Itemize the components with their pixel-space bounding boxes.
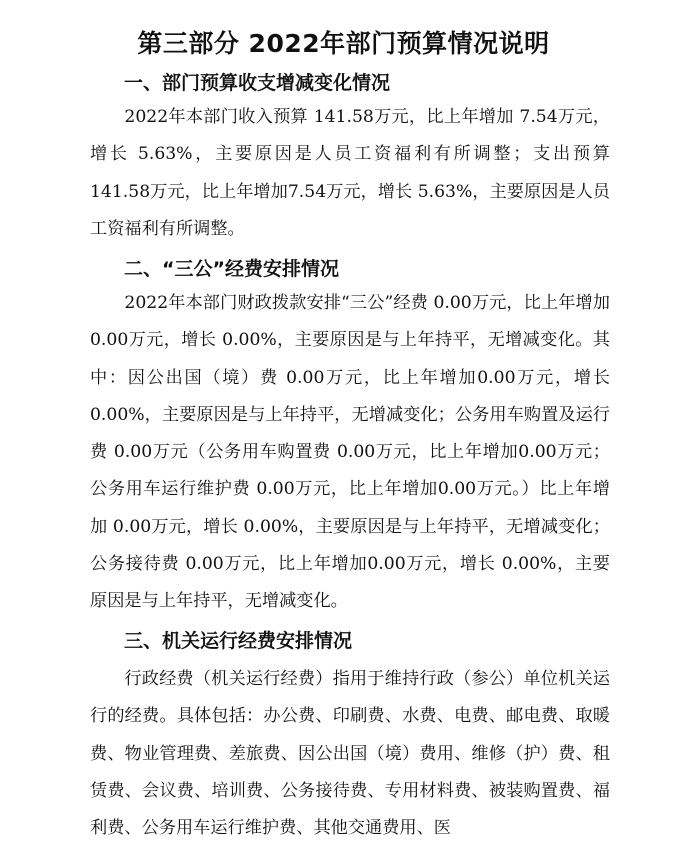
section-heading-operating-expenses: 三、机关运行经费安排情况	[124, 630, 353, 652]
section-body-three-public-expenses: 2022年本部门财政拨款安排“三公”经费 0.00万元，比上年增加 0.00万元，增长 0.00%，主要原因是与上年持平，无增减变化。其中：因公出国（境）费 0.00万元，比上年增加0.00万元，增长 0.00%，主要原因是与上年持平，无增减变化；公务用车购置及运行费 0.00万元（公务用车购置费 0.00万元，比上年增加0.00万元；公务用车运行维护费 0.00万元，比上年增加0.00万元。）比上年增加 0.00万元，增长 0.00%，主要原因是与上年持平，无增减变化；公务接待费 0.00万元，比上年增加0.00万元，增长 0.00%，主要原因是与上年持平，无增减变化。	[90, 293, 610, 612]
section-body-budget-changes: 2022年本部门收入预算 141.58万元，比上年增加 7.54万元，增长 5.63%，主要原因是人员工资福利有所调整；支出预算 141.58万元，比上年增加7.54万元，增长 5.63%，主要原因是人员工资福利有所调整。	[90, 107, 610, 239]
section-heading-budget-changes: 一、部门预算收支增减变化情况	[124, 72, 391, 94]
page-title: 第三部分 2022年部门预算情况说明	[137, 29, 550, 58]
section-heading-three-public-expenses: 二、“三公”经费安排情况	[124, 258, 339, 280]
section-body-operating-expenses: 行政经费（机关运行经费）指用于维持行政（参公）单位机关运行的经费。具体包括：办公费、印刷费、水费、电费、邮电费、取暖费、物业管理费、差旅费、因公出国（境）费用、维修（护）费、租赁费、会议费、培训费、公务接待费、专用材料费、被装购置费、福利费、公务用车运行维护费、其他交通费用、医	[90, 669, 610, 839]
